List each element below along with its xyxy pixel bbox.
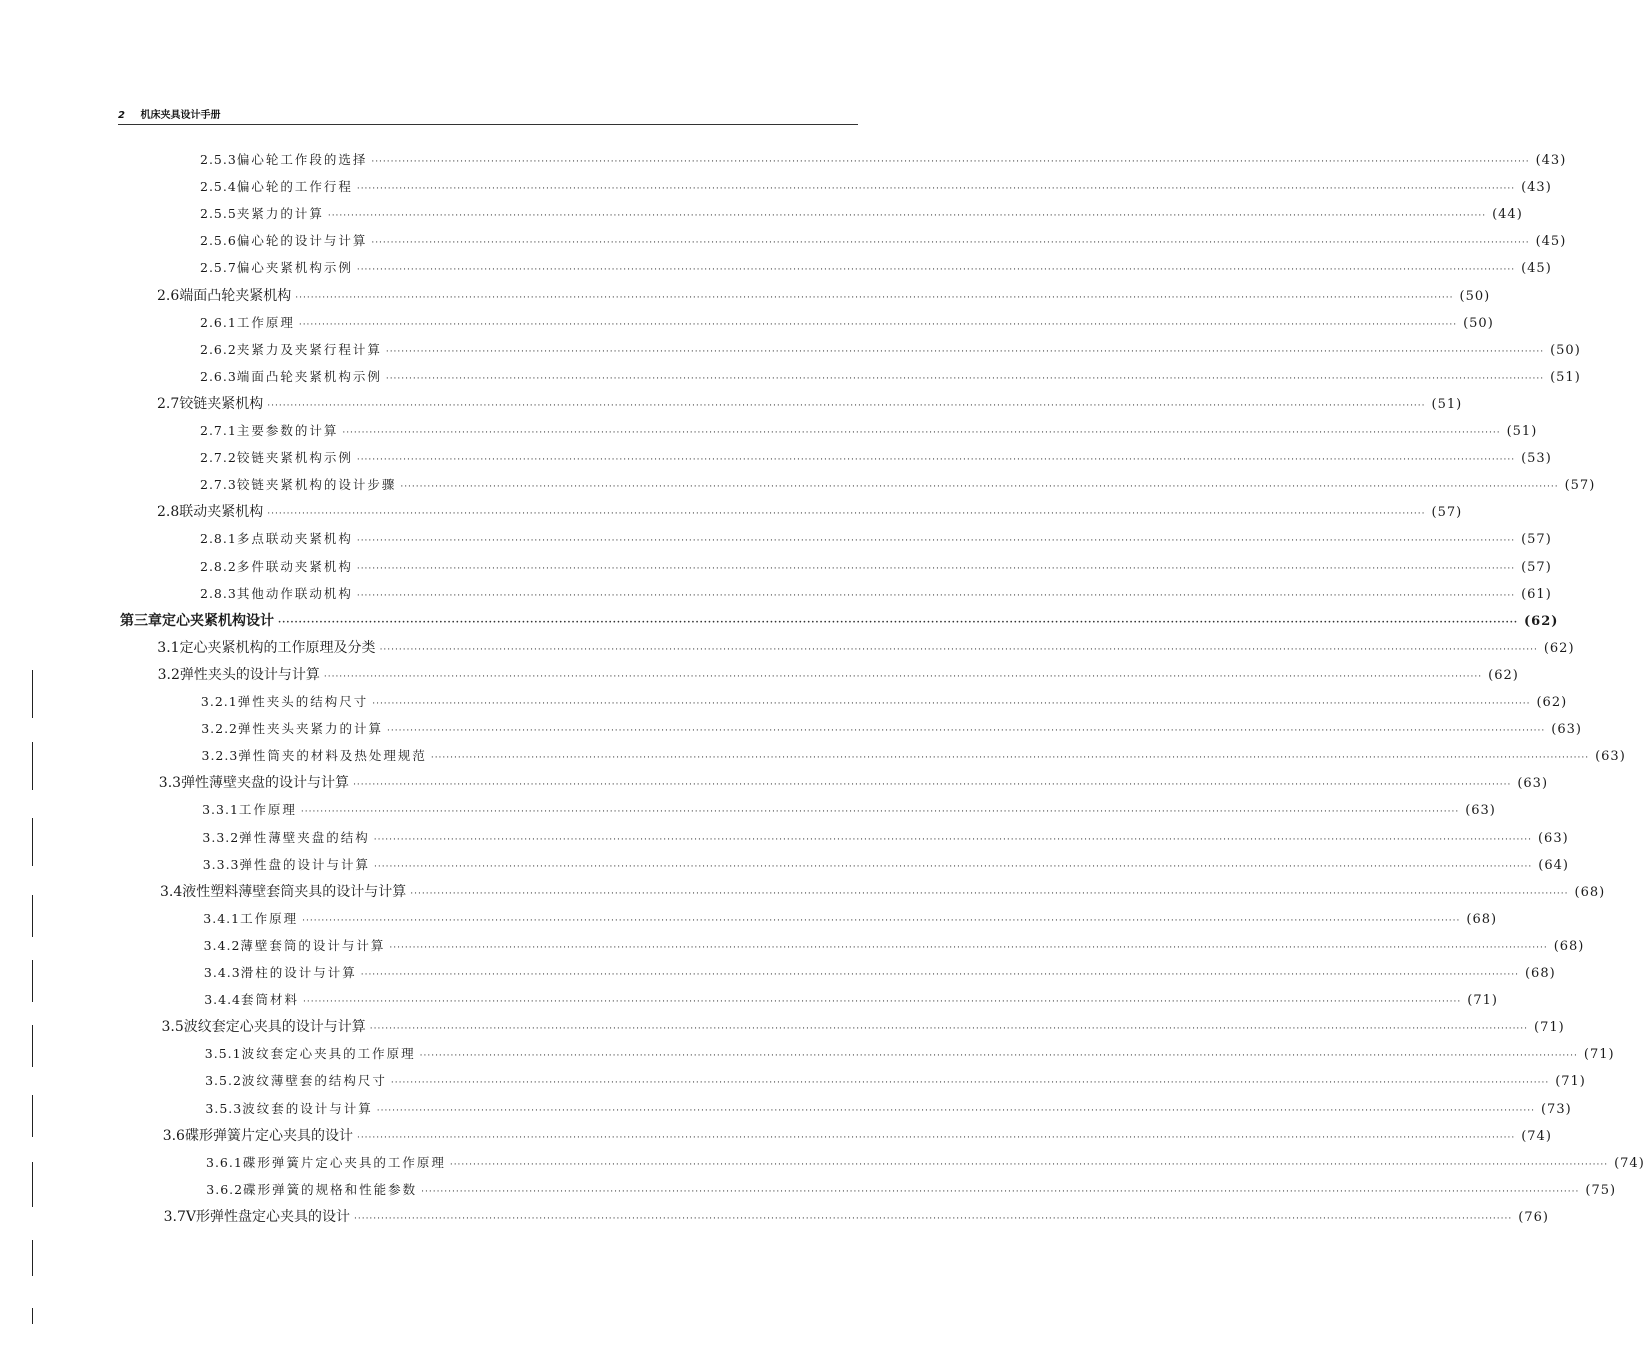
toc-entry [157,393,1463,415]
toc-entry [205,1070,1586,1092]
toc-entry-number: 3.4.3 [203,965,241,980]
toc-entry-number: 2.6.1 [200,314,237,330]
toc-leader-dots: ············································································································································································································································································································ [419,1051,1578,1062]
toc-entry [200,312,1494,334]
toc-entry-page: (50) [1550,342,1581,358]
toc-entry-title: 波纹套的设计与计算 [242,1100,373,1116]
toc-entry-title: 定心夹紧机构的工作原理及分类 [179,639,376,656]
toc-leader-dots: ············································································································································································································································································································ [323,671,1483,682]
toc-leader-dots: ············································································································································································································································································································ [356,1132,1516,1143]
toc-entry [200,176,1552,198]
toc-leader-dots: ············································································································································································································································································································ [356,563,1516,574]
toc-entry-number: 3.5.3 [205,1100,243,1116]
toc-entry-title: 铰链夹紧机构示例 [236,450,353,466]
toc-leader-dots: ············································································································································································································································································································ [300,807,1460,818]
toc-entry [163,1206,1549,1228]
toc-entry-number: 2.7.3 [200,477,237,493]
toc-entry [206,1179,1617,1201]
toc-entry-title: 弹性夹头的结构尺寸 [237,694,369,709]
toc-entry-page: (71) [1555,1074,1586,1090]
toc-entry-title: 偏心轮的工作行程 [236,179,353,195]
toc-leader-dots: ············································································································································································································································································································ [295,292,1454,303]
toc-entry [158,772,1549,794]
binding-mark [32,1240,33,1276]
toc-entry [200,583,1552,605]
toc-leader-dots: ············································································································································································································································································································ [374,861,1533,872]
toc-entry-number: 第三章 [120,612,162,629]
toc-entry-page: (53) [1521,451,1552,467]
toc-entry-number: 3.2 [157,666,180,683]
header-book-title: 机床夹具设计手册 [140,110,221,121]
toc-entry [205,1098,1572,1120]
toc-entry-page: (62) [1524,613,1559,629]
toc-entry-number: 3.2.3 [201,748,239,764]
toc-leader-dots: ············································································································································································································································································································ [389,942,1548,953]
toc-entry [200,339,1581,361]
toc-entry-number: 3.4.1 [203,910,241,926]
toc-leader-dots: ············································································································································································································································································································ [342,428,1501,438]
toc-entry-title: 碟形弹簧片定心夹具的工作原理 [242,1154,446,1170]
toc-entry-page: (43) [1535,153,1567,168]
toc-entry-number: 2.6.3 [200,368,237,384]
toc-entry-page: (63) [1465,803,1496,819]
toc-entry-number: 2.8 [157,504,180,521]
toc-entry-title: 铰链夹紧机构的设计步骤 [236,477,397,493]
toc-entry-page: (68) [1524,966,1556,981]
toc-entry-page: (63) [1517,776,1549,792]
header-page-number: 2 [118,110,125,121]
toc-entry-page: (68) [1574,884,1606,900]
toc-entry-title: V形弹性盘定心夹具的设计 [185,1208,350,1225]
toc-entry-number: 2.5.7 [200,260,237,276]
toc-entry-title: 工作原理 [236,314,295,330]
toc-entry-title: 端面凸轮夹紧机构示例 [236,368,382,384]
toc-entry-title: 弹性夹头夹紧力的计算 [238,721,384,737]
toc-entry-title: 薄壁套筒的设计与计算 [240,937,386,953]
toc-chapter [120,610,1559,632]
toc-leader-dots: ············································································································································································································································································································ [387,726,1546,737]
toc-entry [157,664,1519,686]
toc-leader-dots: ············································································································································································································································································································ [430,753,1590,764]
toc-entry-title: 多件联动夹紧机构 [236,558,353,574]
toc-entry-page: (75) [1585,1182,1617,1198]
toc-leader-dots: ············································································································································································································································································································ [298,319,1458,330]
toc-entry-page: (57) [1431,505,1463,521]
binding-mark [32,960,33,1002]
toc-entry-title: 主要参数的计算 [236,423,339,438]
toc-entry [200,230,1567,252]
toc-entry-number: 3.5 [161,1019,184,1036]
toc-entry [200,203,1523,225]
toc-leader-dots: ············································································································································································································································································································ [356,184,1516,195]
toc-entry [200,257,1552,279]
toc-entry-number: 2.5.5 [200,206,237,222]
toc-entry-page: (62) [1543,640,1575,656]
toc-entry [204,1043,1615,1065]
toc-entry [202,827,1569,849]
toc-entry-page: (51) [1506,424,1538,439]
toc-leader-dots: ············································································································································································································································································································ [421,1186,1580,1197]
toc-leader-dots: ············································································································································································································································································································ [385,373,1545,384]
toc-leader-dots: ············································································································································································································································································································ [390,1078,1550,1089]
toc-entry-page: (74) [1614,1155,1645,1171]
toc-entry [200,447,1552,469]
toc-entry-page: (61) [1521,586,1552,602]
toc-entry-number: 2.7.2 [200,450,237,466]
toc-entry-page: (68) [1553,938,1585,954]
toc-leader-dots: ············································································································································································································································································································ [371,157,1530,167]
toc-entry [203,962,1556,984]
toc-entry-title: 定心夹紧机构设计 [162,612,274,629]
toc-entry-page: (45) [1535,234,1567,250]
toc-entry-title: 偏心轮工作段的选择 [236,152,368,167]
binding-mark [32,1095,33,1137]
toc-entry-number: 3.6.1 [206,1154,243,1170]
toc-entry-page: (57) [1521,559,1552,575]
toc-leader-dots: ············································································································································································································································································································ [379,644,1538,655]
toc-entry-number: 2.5.6 [200,233,237,249]
toc-entry [157,285,1491,307]
toc-leader-dots: ············································································································································································································································································································ [303,997,1462,1008]
toc-entry-number: 2.8.3 [200,585,237,601]
toc-entry-number: 3.3.2 [202,829,240,845]
toc-leader-dots: ············································································································································································································································································································ [356,455,1516,466]
toc-entry-page: (45) [1521,261,1552,277]
toc-entry-page: (63) [1537,830,1569,846]
toc-entry-number: 3.7 [163,1208,186,1225]
toc-leader-dots: ············································································································································································································································································································ [371,238,1530,249]
toc-entry-number: 3.3.1 [202,802,239,818]
toc-entry-page: (74) [1521,1128,1552,1144]
toc-entry-title: 弹性筒夹的材料及热处理规范 [238,748,427,764]
toc-entry-title: 弹性盘的设计与计算 [239,856,371,872]
binding-mark [32,670,33,718]
toc-leader-dots: ············································································································································································································································································································ [373,834,1532,845]
toc-entry-title: 弹性薄壁夹盘的设计与计算 [181,775,350,792]
toc-entry-page: (63) [1551,722,1582,738]
toc-entry-number: 3.4.2 [203,937,241,953]
toc-entry [200,366,1581,388]
toc-entry [200,474,1596,496]
toc-entry-page: (57) [1564,478,1596,494]
toc-entry-page: (62) [1488,667,1519,683]
toc-entry-title: 工作原理 [240,910,299,926]
binding-mark [32,742,33,790]
toc-entry [206,1152,1645,1174]
toc-entry-number: 2.7.1 [200,423,237,438]
toc-leader-dots: ············································································································································································································································································································ [356,265,1516,276]
toc-entry-title: 波纹薄壁套的结构尺寸 [241,1073,387,1089]
toc-entry [202,854,1569,876]
toc-entry-number: 3.3 [158,775,182,792]
toc-entry [161,1016,1565,1038]
toc-entry-number: 3.4.4 [204,992,241,1008]
binding-mark [32,1025,33,1067]
toc-entry-page: (64) [1538,857,1569,873]
toc-entry [203,908,1498,930]
toc-leader-dots: ············································································································································································································································································································ [385,346,1545,357]
toc-entry-title: 联动夹紧机构 [179,504,264,521]
toc-leader-dots: ············································································································································································································································································································ [400,482,1559,493]
toc-leader-dots: ············································································································································································································································································································ [302,915,1461,926]
toc-entry-title: 夹紧力的计算 [236,206,324,222]
toc-entry-page: (71) [1534,1020,1565,1036]
toc-entry-page: (71) [1583,1047,1615,1063]
toc-entry-page: (51) [1431,396,1463,412]
toc-entry-number: 3.5.2 [205,1073,242,1089]
toc-entry-number: 3.3.3 [202,856,240,872]
toc-entry-title: 波纹套定心夹具的设计与计算 [183,1019,366,1036]
toc-entry-number: 2.6 [157,287,180,304]
toc-entry [200,420,1538,442]
toc-entry-title: 偏心轮的设计与计算 [236,233,368,249]
toc-entry-title: 碟形弹簧的规格和性能参数 [243,1181,418,1197]
toc-entry [200,528,1552,550]
toc-entry [157,501,1463,523]
toc-entry-title: 端面凸轮夹紧机构 [179,287,292,304]
toc-entry [160,881,1606,903]
toc-entry-title: 弹性夹头的设计与计算 [179,666,320,683]
toc-entry-title: 多点联动夹紧机构 [236,531,353,547]
toc-leader-dots: ············································································································································································································································································································ [369,1024,1529,1035]
toc-leader-dots: ············································································································································································································································································································ [356,536,1516,547]
toc-entry [162,1125,1552,1147]
toc-leader-dots: ············································································································································································································································································································ [360,970,1519,980]
binding-mark [32,818,33,866]
toc-entry-page: (68) [1466,911,1498,927]
toc-leader-dots: ············································································································································································································································································································ [356,590,1516,601]
toc-entry-page: (50) [1463,315,1494,331]
toc-entry [202,799,1496,821]
toc-entry [157,637,1575,659]
toc-entry-page: (43) [1521,180,1552,196]
toc-entry [200,149,1567,171]
toc-entry-number: 3.2.2 [201,721,238,737]
toc-entry-title: 偏心夹紧机构示例 [236,260,353,276]
toc-entry-number: 2.5.3 [200,152,237,167]
toc-entry-title: 其他动作联动机构 [236,585,353,601]
toc-entry-page: (51) [1550,369,1581,385]
binding-mark [32,1162,33,1207]
toc-entry-page: (76) [1518,1209,1549,1225]
toc-entry-number: 3.1 [157,639,180,656]
toc-entry-title: 液性塑料薄壁套筒夹具的设计与计算 [182,883,407,900]
toc-leader-dots: ············································································································································································································································································································ [327,211,1487,222]
toc-leader-dots: ············································································································································································································································································································ [449,1159,1609,1170]
toc-entry-page: (73) [1540,1101,1572,1117]
toc-entry-page: (57) [1521,532,1552,548]
toc-entry-number: 3.4 [160,883,183,900]
toc-entry [201,718,1582,740]
toc-leader-dots: ············································································································································································································································································································ [353,1213,1513,1224]
toc-entry-number: 3.5.1 [204,1046,242,1062]
toc-entry-number: 3.6 [162,1127,185,1144]
toc-entry-number: 3.6.2 [206,1181,244,1197]
toc-entry-title: 波纹套定心夹具的工作原理 [241,1046,416,1062]
toc-entry-number: 3.2.1 [200,694,238,709]
toc-entry-title: 滑柱的设计与计算 [240,965,357,980]
toc-entry-number: 2.7 [157,395,180,412]
toc-entry-title: 夹紧力及夹紧行程计算 [236,341,382,357]
toc-entry-title: 工作原理 [238,802,297,818]
toc-entry-title: 铰链夹紧机构 [179,395,264,412]
toc-entry [200,691,1568,713]
toc-entry-number: 2.8.1 [200,531,237,547]
binding-mark [32,1308,33,1324]
toc-entry-page: (63) [1595,749,1626,765]
toc-leader-dots: ············································································································································································································································································································ [376,1105,1535,1116]
toc-entry-number: 2.6.2 [200,341,237,357]
toc-entry-title: 套筒材料 [241,992,300,1008]
toc-leader-dots: ············································································································································································································································································································ [410,888,1569,899]
toc-leader-dots: ············································································································································································································································································································ [353,780,1512,791]
binding-mark [32,895,33,937]
toc-entry [201,745,1626,767]
toc-leader-dots: ············································································································································································································································································································ [278,617,1518,628]
toc-entry-title: 弹性薄壁夹盘的结构 [239,829,370,845]
toc-entry-page: (50) [1459,288,1491,304]
toc-leader-dots: ············································································································································································································································································································ [267,400,1426,411]
toc-entry-number: 2.5.4 [200,179,237,195]
toc-entry-title: 碟形弹簧片定心夹具的设计 [184,1127,353,1144]
toc-leader-dots: ············································································································································································································································································································ [267,509,1426,520]
toc-entry-page: (44) [1492,207,1523,223]
toc-entry [204,989,1498,1011]
toc-entry [200,556,1552,578]
toc-entry [203,935,1585,957]
toc-leader-dots: ············································································································································································································································································································ [372,699,1531,709]
toc-entry-page: (71) [1467,993,1498,1009]
toc-entry-page: (62) [1536,695,1568,710]
toc-entry-number: 2.8.2 [200,558,237,574]
